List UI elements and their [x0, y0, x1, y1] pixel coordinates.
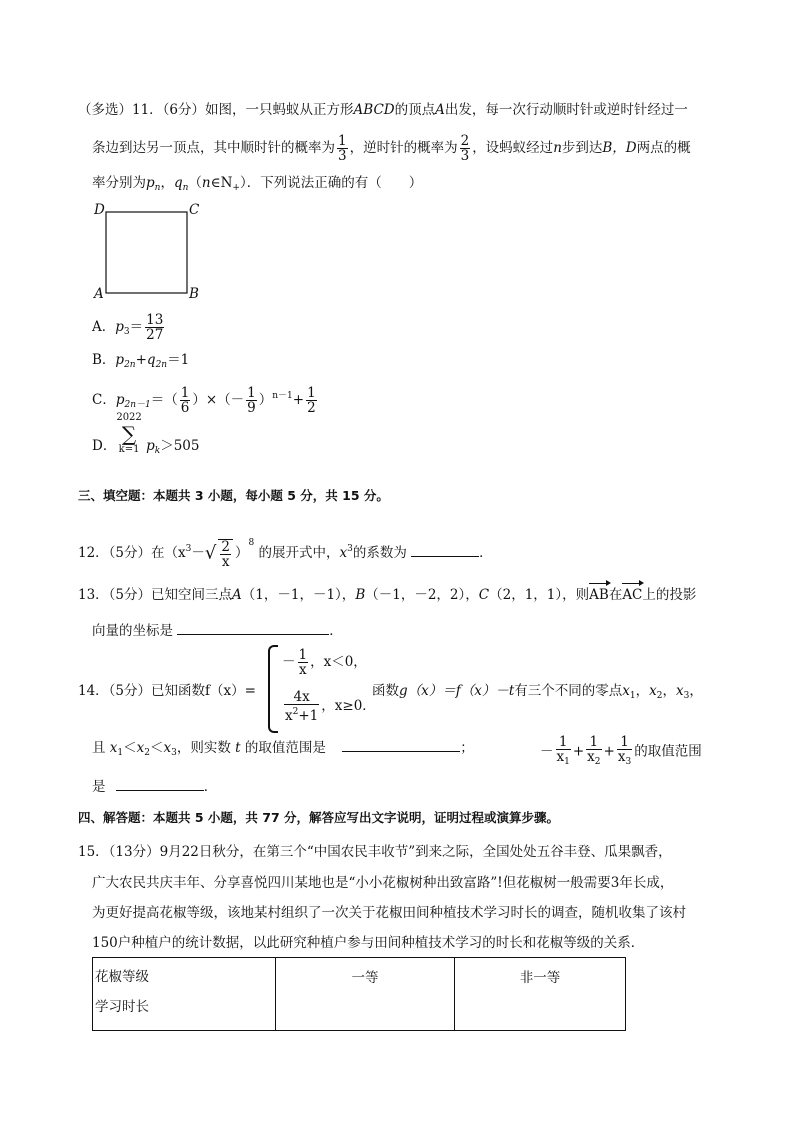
q15-line2: 广大农民共庆丰年、分享喜悦四川某地也是“小小花椒树种出致富路”!但花椒树一般需要3年长成， [92, 875, 674, 891]
vertex-label-d: D [94, 202, 105, 218]
option-d: D．2022 ∑ k=1 $p_k>505$ [92, 411, 200, 456]
vertex-label-c: C [189, 202, 200, 218]
option-a: A．$p_3=$ $\frac{13}{27}$ [92, 312, 164, 343]
vertex-label-a: A [94, 286, 104, 302]
q13-answer-blank[interactable] [177, 620, 329, 635]
q13-line1: 13．（5分）已知空间三点A（1，－1，－1），B（－1，－2，2），C（2，1，1），则AB在AC上的投影 [78, 587, 697, 603]
square-abcd [106, 212, 187, 293]
q12-answer-blank[interactable] [411, 542, 479, 557]
table-corner-top: 花椒等级 [95, 969, 149, 985]
q11-line1: （多选）11．（6分）如图，一只蚂蚁从正方形ABCD的顶点A出发，每一次行动顺时针或逆时针经过一 [78, 102, 688, 118]
q14-intro-rest: 函数g（x）＝f（x）－t有三个不同的零点$x_1$，$x_2$，$x_3$， [372, 683, 703, 701]
table-corner-cell [93, 958, 276, 1031]
table-header-first-grade: 一等 [276, 958, 455, 1031]
option-c: C．$p_{2n-1}=$（ $\frac{1}{6}$ ）×（－ $\frac{1}{9}$ ）$^{n-1}$+ $\frac{1}{2}$ [92, 385, 316, 416]
option-b: B．$p_{2n}+q_{2n}=1$ [92, 352, 190, 370]
q14-answer-blank-2[interactable] [116, 776, 204, 791]
fraction-two-thirds: $\frac{2}{3}$ [460, 133, 470, 164]
q13-line2: 向量的坐标是 ． [92, 620, 343, 641]
vertex-label-b: B [189, 286, 199, 302]
q11-line2: 条边到达另一顶点，其中顺时针的概率为 $\frac{1}{3}$ ，逆时针的概率为 $\frac{2}{3}$ ，设蚂蚁经过n步到达B，D两点的概 [92, 133, 691, 164]
q15-line4: 150户种植户的统计数据，以此研究种植户参与田间种植技术学习的时长和花椒等级的关系． [92, 935, 645, 951]
table-corner-bottom: 学习时长 [95, 999, 149, 1015]
q15-line1: 15．（13分）9月22日秋分，在第三个“中国农民丰收节”到来之际，全国处处五谷丰登、瓜果飘香， [78, 844, 672, 860]
q11-line3: 率分别为$p_n$，$q_n(n\in N_+)$．下列说法正确的有（ ） [92, 175, 423, 193]
q15-table [92, 957, 626, 1031]
q14-case2: $\frac{4x}{x^2+1}$ ，x≥0． [285, 689, 376, 724]
table-row [93, 958, 626, 1031]
q14-intro: 14．（5分）已知函数f（x）= [78, 683, 256, 699]
section-3-heading: 三、填空题：本题共 3 小题，每小题 5 分，共 15 分。 [78, 488, 389, 503]
q15-line3: 为更好提高花椒等级，该地某村组织了一次关于花椒田间种植技术学习时长的调查，随机收集了该村 [92, 905, 686, 921]
q14-line2: 且 $x_1<x_2<x_3$，则实数 t 的取值范围是 ； [92, 737, 474, 763]
q14-case1: － $\frac{1}{x}$ ，x＜0， [282, 647, 367, 678]
q12: 12．（5分）在（$x^3-√$ $\frac{2}{x}$ ）$^8$ 的展开式中，$x^3$的系数为 ． [78, 538, 493, 570]
piecewise-brace [268, 645, 278, 733]
section-4-heading: 四、解答题：本题共 5 小题，共 77 分，解答应写出文字说明，证明过程或演算步骤。 [78, 810, 560, 825]
q14-sum-expression: － $\frac{1}{x_1}$ + $\frac{1}{x_2}$ + $\frac{1}{x_3}$ 的取值范围 [540, 734, 702, 767]
q14-line3: 是 ． [92, 776, 217, 797]
fraction-one-third: $\frac{1}{3}$ [338, 133, 347, 164]
table-header-non-first-grade: 非一等 [455, 958, 626, 1031]
q14-answer-blank-1[interactable] [342, 737, 460, 752]
